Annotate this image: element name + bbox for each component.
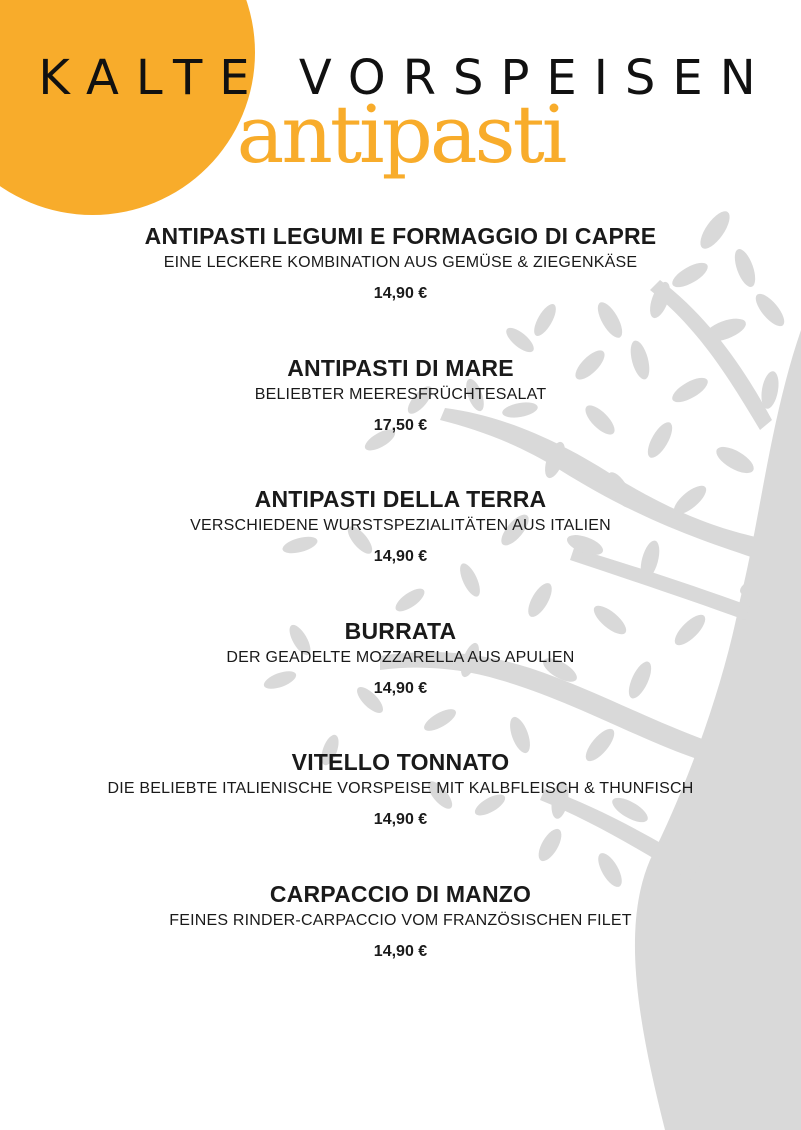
menu-item-name: BURRATA: [344, 617, 457, 644]
menu-item-price: 14,90 €: [373, 679, 428, 697]
menu-item-name: ANTIPASTI LEGUMI E FORMAGGIO DI CAPRE: [144, 223, 657, 249]
menu-item-description: DIE BELIEBTE ITALIENISCHE VORSPEISE MIT KALBFLEISCH & THUNFISCH: [107, 780, 694, 797]
menu-item: [0, 354, 801, 486]
menu-item-name: VITELLO TONNATO: [291, 749, 510, 775]
menu-item-description: EINE LECKERE KOMBINATION AUS GEMÜSE & ZIEGENKÄSE: [163, 254, 638, 271]
menu-item-description: BELIEBTER MEERESFRÜCHTESALAT: [254, 385, 547, 403]
menu-list: [0, 222, 801, 1011]
menu-item: [0, 222, 801, 354]
menu-item-description: DER GEADELTE MOZZARELLA AUS APULIEN: [226, 648, 575, 666]
menu-item-price: 17,50 €: [373, 416, 428, 434]
menu-item: [0, 880, 801, 1012]
menu-item: [0, 485, 801, 617]
page-subtitle: antipasti: [236, 88, 565, 181]
menu-item-price: 14,90 €: [373, 811, 428, 828]
menu-item-name: ANTIPASTI DELLA TERRA: [254, 486, 547, 512]
menu-item: [0, 617, 801, 749]
menu-item: [0, 748, 801, 880]
menu-item-description: FEINES RINDER-CARPACCIO VOM FRANZÖSISCHEN FILET: [169, 911, 632, 929]
menu-item-price: 14,90 €: [373, 942, 428, 960]
menu-item-description: VERSCHIEDENE WURSTSPEZIALITÄTEN AUS ITALIEN: [190, 517, 611, 534]
menu-item-price: 14,90 €: [373, 285, 428, 302]
menu-item-price: 14,90 €: [373, 548, 428, 565]
menu-item-name: ANTIPASTI DI MARE: [287, 354, 514, 381]
menu-item-name: CARPACCIO DI MANZO: [269, 880, 532, 907]
page-title: KALTE VORSPEISEN: [38, 50, 773, 106]
